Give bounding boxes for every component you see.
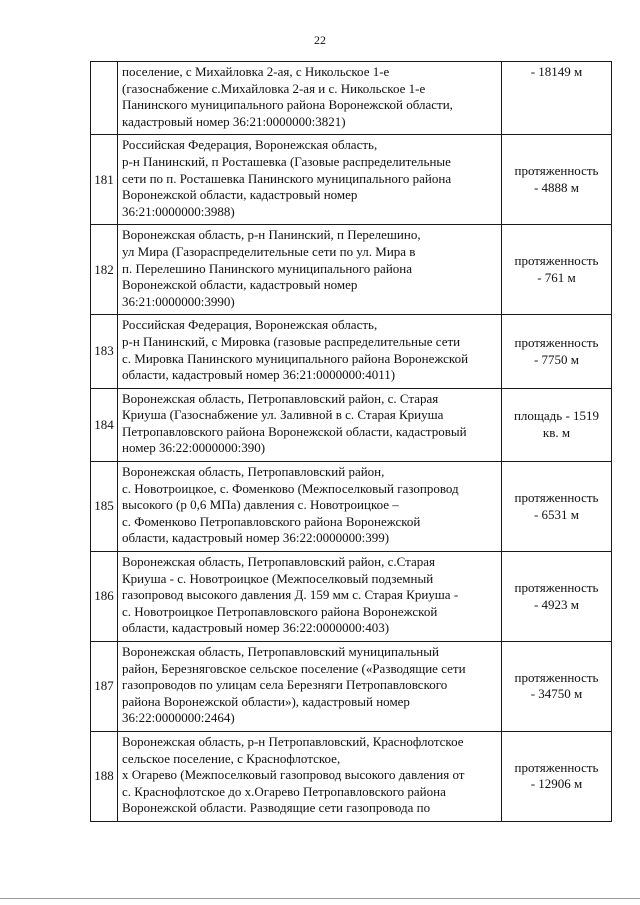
table-row	[91, 462, 612, 552]
row-number: 185	[91, 462, 118, 552]
row-number: 187	[91, 642, 118, 732]
object-description: поселение, с Михайловка 2-ая, с Никольское 1-е (газоснабжение с.Михайловка 2-ая и с. Никольское 1-е Панинского муниципального района Воронежской области, кадастровый номер 36:21:0000000:3821)	[118, 62, 502, 135]
table-row	[91, 731, 612, 821]
table-row	[91, 225, 612, 315]
table-row	[91, 135, 612, 225]
object-measure: протяженность - 7750 м	[502, 315, 612, 388]
object-measure: - 18149 м	[502, 62, 612, 135]
object-measure: протяженность - 12906 м	[502, 731, 612, 821]
page-number: 22	[314, 33, 326, 47]
object-measure: протяженность - 761 м	[502, 225, 612, 315]
object-description: Воронежская область, р-н Петропавловский, Краснофлотское сельское поселение, с Краснофлотское, х Огарево (Межпоселковый газопровод высокого давления от с. Краснофлотское до х.Огарево Петропавловского района Воронежской области. Разводящие сети газопровода по	[118, 731, 502, 821]
object-description: Российская Федерация, Воронежская область, р-н Панинский, с Мировка (газовые распределительные сети с. Мировка Панинского муниципального района Воронежской области, кадастровый номер 36:21:0000000:4011)	[118, 315, 502, 388]
row-number: 186	[91, 552, 118, 642]
object-description: Российская Федерация, Воронежская область, р-н Панинский, п Росташевка (Газовые распределительные сети по п. Росташевка Панинского муниципального района Воронежской области, кадастровый номер 36:21:0000000:3988)	[118, 135, 502, 225]
registry-table	[90, 61, 612, 822]
table-row	[91, 552, 612, 642]
object-description: Воронежская область, Петропавловский район, с. Старая Криуша (Газоснабжение ул. Заливной в с. Старая Криуша Петропавловского района Воронежской области, кадастровый номер 36:22:0000000:390)	[118, 388, 502, 461]
row-number: 183	[91, 315, 118, 388]
table-row	[91, 642, 612, 732]
object-measure: площадь - 1519 кв. м	[502, 388, 612, 461]
page-bottom-rule	[0, 898, 640, 899]
table-row	[91, 315, 612, 388]
table-row	[91, 388, 612, 461]
object-measure: протяженность - 6531 м	[502, 462, 612, 552]
row-number	[91, 62, 118, 135]
row-number: 182	[91, 225, 118, 315]
object-description: Воронежская область, Петропавловский район, с.Старая Криуша - с. Новотроицкое (Межпоселковый подземный газопровод высокого давления Д. 159 мм с. Старая Криуша - с. Новотроицкое Петропавловского района Воронежской области, кадастровый номер 36:22:0000000:403)	[118, 552, 502, 642]
row-number: 181	[91, 135, 118, 225]
object-description: Воронежская область, Петропавловский район, с. Новотроицкое, с. Фоменково (Межпоселковый газопровод высокого (р 0,6 МПа) давления с. Новотроицкое – с. Фоменково Петропавловского района Воронежской области, кадастровый номер 36:22:0000000:399)	[118, 462, 502, 552]
table-row	[91, 62, 612, 135]
object-measure: протяженность - 34750 м	[502, 642, 612, 732]
row-number: 188	[91, 731, 118, 821]
object-measure: протяженность - 4923 м	[502, 552, 612, 642]
row-number: 184	[91, 388, 118, 461]
object-description: Воронежская область, р-н Панинский, п Перелешино, ул Мира (Газораспределительные сети по ул. Мира в п. Перелешино Панинского муниципального района Воронежской области, кадастровый номер 36:21:0000000:3990)	[118, 225, 502, 315]
object-measure: протяженность - 4888 м	[502, 135, 612, 225]
object-description: Воронежская область, Петропавловский муниципальный район, Березняговское сельское поселение («Разводящие сети газопроводов по улицам села Березняги Петропавловского района Воронежской области»), кадастровый номер 36:22:0000000:2464)	[118, 642, 502, 732]
